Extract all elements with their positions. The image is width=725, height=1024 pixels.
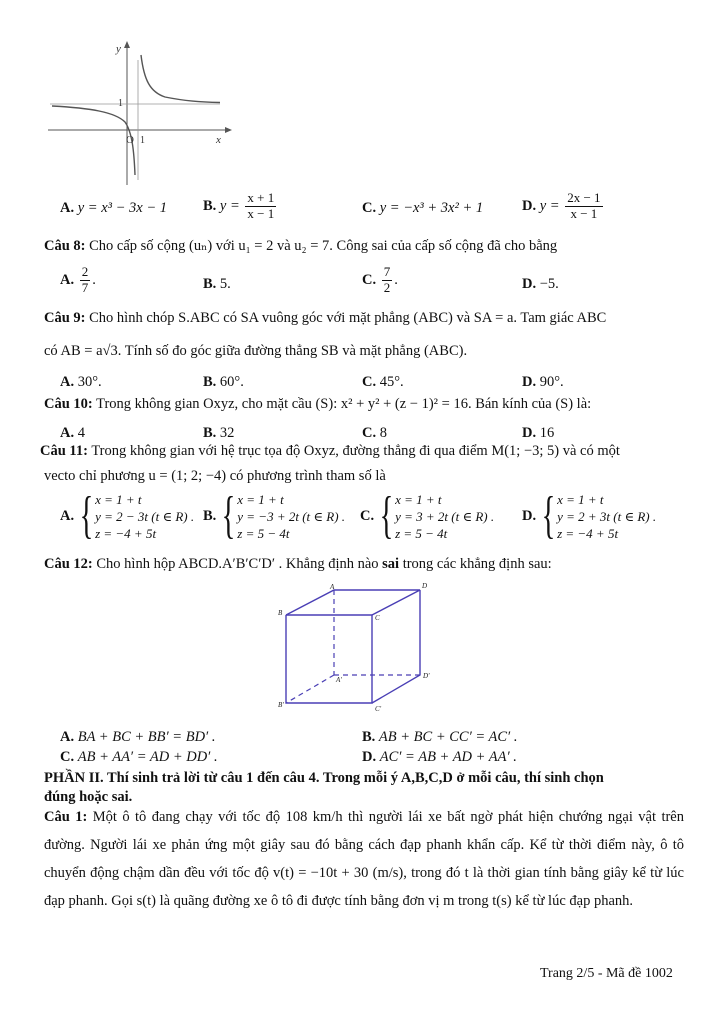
- vertex-D-prime: D': [423, 672, 430, 680]
- q11-option-b: B. { x = 1 + t y = −3 + 2t (t ∈ R) . z = 5 − 4t: [203, 487, 346, 544]
- q9-stem-line2: có AB = a√3. Tính số đo góc giữa đường thẳng SB và mặt phẳng (ABC).: [44, 343, 468, 359]
- q9-option-d: D. 90°.: [522, 374, 564, 390]
- q10-option-a: A. 4: [60, 425, 85, 441]
- y-axis-label: y: [116, 43, 121, 55]
- q10-option-b: B. 32: [203, 425, 235, 441]
- q7-option-a: A. y = x³ − 3x − 1: [60, 200, 167, 216]
- q10-option-c: C. 8: [362, 425, 387, 441]
- vertex-D: D: [422, 582, 428, 590]
- q9-option-c: C. 45°.: [362, 374, 404, 390]
- curve-right-branch: [141, 55, 220, 103]
- part2-q1-paragraph: Câu 1: Một ô tô đang chạy với tốc độ 108 km/h thì người lái xe bất ngờ phát hiện chướng ngại vật trên đường. Người lái xe phản ứng một giây sau đó bằng cách đạp phanh khẩn cấp. Kể từ thời điểm này, ô tô chuyển động chậm dần đều với tốc độ v(t) = −10t + 30 (m/s), trong đó t là thời gian tính bằng giây kể từ lúc đạp phanh. Gọi s(t) là quãng đường xe ô tô đi được tính bằng đơn vị m trong t(s) kể từ lúc đạp phanh.: [44, 809, 684, 909]
- q11-stem-line2: vecto chỉ phương u = (1; 2; −4) có phương trình tham số là: [44, 468, 386, 484]
- q8-option-a: A. $\frac{2}{7}$ .: [60, 264, 96, 295]
- part2-heading-line2: đúng hoặc sai.: [44, 789, 133, 805]
- q12-option-b: B. AB + BC + CC′ = AC′ .: [362, 729, 518, 745]
- q8-option-d: D. −5.: [522, 276, 559, 292]
- q10-stem: Câu 10: Trong không gian Oxyz, cho mặt cầu (S): x² + y² + (z − 1)² = 16. Bán kính của (S) là:: [44, 396, 592, 412]
- q7-option-b: B. y = $\frac{x + 1}{x - 1}$: [203, 190, 275, 221]
- q11-option-d: D. { x = 1 + t y = 2 + 3t (t ∈ R) . z = −4 + 5t: [522, 487, 657, 544]
- q12-option-a: A. BA + BC + BB′ = BD′ .: [60, 729, 216, 745]
- vertex-A: A: [330, 583, 335, 591]
- q11-stem-line1: Câu 11: Trong không gian với hệ trục tọa độ Oxyz, đường thẳng đi qua điểm M(1; −3; 5) và có một: [40, 443, 620, 459]
- q9-option-a: A. 30°.: [60, 374, 102, 390]
- vertex-B: B: [278, 609, 283, 617]
- vertex-A-prime: A': [336, 676, 342, 684]
- q11-option-c: C. { x = 1 + t y = 3 + 2t (t ∈ R) . z = 5 − 4t: [360, 487, 495, 544]
- q11-option-a: A. { x = 1 + t y = 2 − 3t (t ∈ R) . z = −4 + 5t: [60, 487, 195, 544]
- parallelepiped-figure: [272, 580, 447, 715]
- vertex-B-prime: B': [278, 701, 284, 709]
- tick-1-y: 1: [118, 98, 123, 109]
- q7-option-d: D. y = $\frac{2x - 1}{x - 1}$: [522, 190, 601, 221]
- x-axis-label: x: [216, 134, 221, 146]
- q8-option-c: C. $\frac{7}{2}$ .: [362, 264, 398, 295]
- q9-stem-line1: Câu 9: Cho hình chóp S.ABC có SA vuông góc với mặt phẳng (ABC) và SA = a. Tam giác ABC: [44, 310, 607, 326]
- q12-option-c: C. AB + AA′ = AD + DD′ .: [60, 749, 218, 765]
- q10-option-d: D. 16: [522, 425, 555, 441]
- curve-left-branch: [52, 106, 135, 175]
- origin-label: O: [126, 134, 134, 146]
- page-footer: Trang 2/5 - Mã đề 1002: [540, 966, 673, 981]
- vertex-C-prime: C': [375, 705, 382, 713]
- function-graph: [40, 40, 240, 190]
- part2-heading-line1: PHẦN II. Thí sinh trả lời từ câu 1 đến câu 4. Trong mỗi ý A,B,C,D ở mỗi câu, thí sinh chọn: [44, 770, 604, 786]
- q12-stem: Câu 12: Cho hình hộp ABCD.A′B′C′D′ . Khẳng định nào sai trong các khẳng định sau:: [44, 556, 552, 572]
- vertex-C: C: [375, 614, 380, 622]
- q8-option-b: B. 5.: [203, 276, 231, 292]
- tick-1-x: 1: [140, 135, 145, 146]
- q7-option-c: C. y = −x³ + 3x² + 1: [362, 200, 484, 216]
- q12-option-d: D. AC′ = AB + AD + AA′ .: [362, 749, 517, 765]
- q9-option-b: B. 60°.: [203, 374, 244, 390]
- q8-stem: Câu 8: Cho cấp số cộng (uₙ) với u₁ = 2 và u₂ = 7. Công sai của cấp số cộng đã cho bằng: [44, 238, 558, 254]
